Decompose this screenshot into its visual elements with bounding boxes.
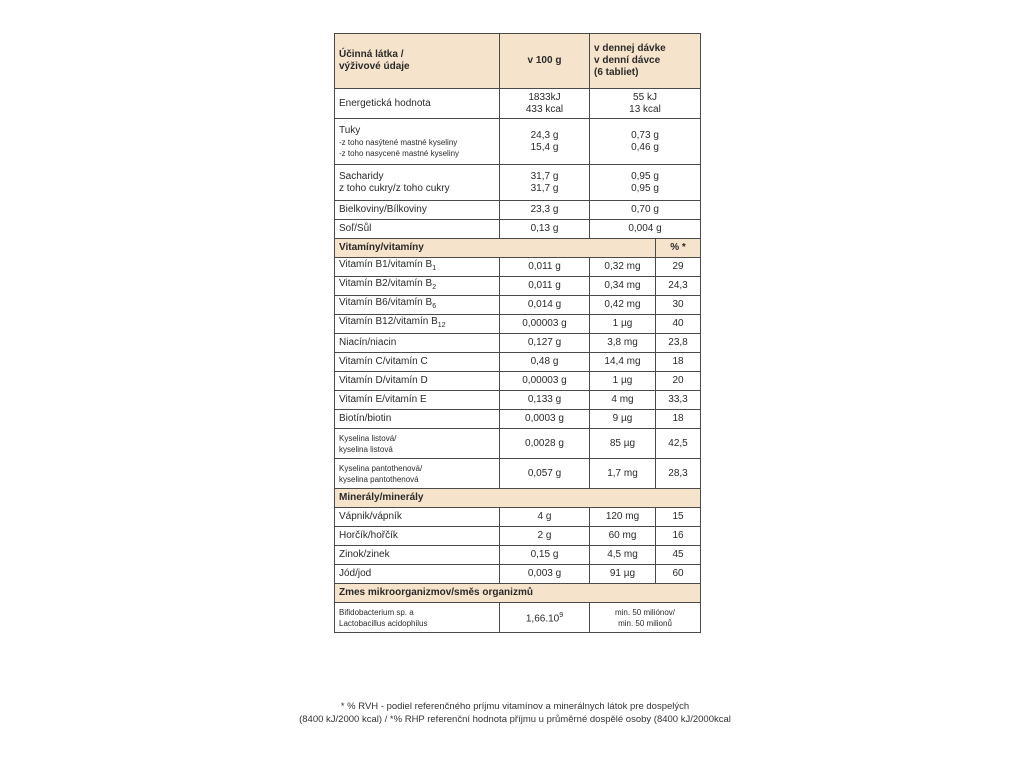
micro-daily-1: min. 50 miliónov/ — [614, 607, 676, 617]
table-header-row — [335, 34, 701, 89]
panto-label-2: kyselina pantothenová — [339, 474, 419, 484]
vitamin-label — [335, 410, 500, 429]
energy-daily-kcal: 13 kcal — [629, 103, 661, 115]
micro-v100-exp: 9 — [559, 611, 564, 619]
energy-v100-kj: 1833kJ — [528, 91, 561, 103]
micro-label-1: Bifidobacterium sp. a — [339, 607, 414, 617]
folic-label-2: kyselina listová — [339, 444, 393, 454]
micro-v100 — [500, 603, 590, 633]
fats-label-main: Tuky — [339, 124, 361, 136]
footnote-line1: * % RVH - podiel referenčného príjmu vitamínov a minerálnych látok pre dospelých — [340, 701, 690, 712]
micro-label — [335, 603, 500, 633]
header-substance-line2: výživové údaje — [339, 61, 410, 72]
panto-label-1: Kyselina pantothenová/ — [339, 463, 423, 473]
vitamin-label-text: Biotín/biotin — [339, 413, 392, 424]
carbs-v100-1: 31,7 g — [530, 170, 559, 182]
panto-pct: 28,3 — [656, 459, 701, 489]
vitamin-label — [335, 315, 500, 334]
vitamin-label-text: Niacín/niacin — [339, 337, 397, 348]
mineral-daily: 120 mg — [590, 508, 656, 527]
vitamin-pct: 18 — [656, 353, 701, 372]
mineral-v100: 4 g — [500, 508, 590, 527]
energy-v100-kcal: 433 kcal — [525, 103, 564, 115]
header-daily-line1: v dennej dávke — [594, 43, 666, 54]
micro-label-2: Lactobacillus acidophilus — [339, 618, 428, 628]
vitamin-v100: 0,127 g — [500, 334, 590, 353]
mineral-v100: 0,15 g — [500, 546, 590, 565]
footnote-line2: (8400 kJ/2000 kcal) / *% RHP referenční hodnota příjmu u průměrné dospělé osoby (8400 kJ/2000kcal — [299, 714, 731, 725]
protein-label: Bielkoviny/Bílkoviny — [335, 201, 500, 220]
micro-section-row — [335, 584, 701, 603]
vitamin-pct: 29 — [656, 258, 701, 277]
fats-daily-2: 0,46 g — [631, 141, 659, 153]
mineral-pct: 45 — [656, 546, 701, 565]
micro-section-title: Zmes mikroorganizmov/směs organizmů — [335, 584, 701, 603]
mineral-v100: 0,003 g — [500, 565, 590, 584]
table-row-energy — [335, 89, 701, 119]
minerals-section-title: Minerály/minerály — [335, 489, 701, 508]
vitamin-pct: 18 — [656, 410, 701, 429]
fats-v100-1: 24,3 g — [530, 129, 559, 141]
table-row — [335, 565, 701, 584]
fats-label — [335, 119, 500, 165]
carbs-daily — [590, 165, 701, 201]
protein-v100: 23,3 g — [500, 201, 590, 220]
vitamin-label-subscript: 2 — [432, 284, 437, 291]
vitamins-pct-header: % * — [656, 239, 701, 258]
fats-v100 — [500, 119, 590, 165]
folic-daily: 85 µg — [590, 429, 656, 459]
carbs-daily-1: 0,95 g — [631, 170, 659, 182]
vitamin-v100: 0,00003 g — [500, 315, 590, 334]
vitamin-label-text: Vitamín B1/vitamín B — [339, 259, 433, 270]
energy-label: Energetická hodnota — [335, 89, 500, 119]
carbs-label-sub: z toho cukry/z toho cukry — [339, 182, 450, 194]
table-row — [335, 258, 701, 277]
vitamins-section-row — [335, 239, 701, 258]
nutrition-table-wrapper — [334, 33, 700, 633]
fats-daily — [590, 119, 701, 165]
fats-v100-2: 15,4 g — [530, 141, 559, 153]
vitamin-label — [335, 296, 500, 315]
table-row — [335, 508, 701, 527]
micro-v100-base: 1,66.10 — [525, 613, 560, 625]
carbs-label — [335, 165, 500, 201]
vitamin-v100: 0,48 g — [500, 353, 590, 372]
folic-v100: 0,0028 g — [500, 429, 590, 459]
vitamin-label — [335, 277, 500, 296]
vitamin-pct: 30 — [656, 296, 701, 315]
vitamin-daily: 9 µg — [590, 410, 656, 429]
carbs-daily-2: 0,95 g — [631, 182, 659, 194]
header-per-100g: v 100 g — [500, 34, 590, 89]
table-row-folic — [335, 429, 701, 459]
vitamin-label-text: Vitamín B12/vitamín B — [339, 316, 438, 327]
vitamin-label-text: Vitamín B2/vitamín B — [339, 278, 433, 289]
vitamin-v100: 0,0003 g — [500, 410, 590, 429]
vitamin-daily: 1 µg — [590, 315, 656, 334]
table-row — [335, 410, 701, 429]
vitamin-v100: 0,133 g — [500, 391, 590, 410]
carbs-v100-2: 31,7 g — [530, 182, 559, 194]
table-row-panto — [335, 459, 701, 489]
fats-daily-1: 0,73 g — [631, 129, 659, 141]
vitamin-v100: 0,011 g — [500, 258, 590, 277]
mineral-label: Vápnik/vápník — [335, 508, 500, 527]
vitamin-daily: 1 µg — [590, 372, 656, 391]
table-row — [335, 315, 701, 334]
salt-label: Soľ/Sůl — [335, 220, 500, 239]
vitamin-daily: 0,42 mg — [590, 296, 656, 315]
table-row — [335, 372, 701, 391]
vitamin-label-text: Vitamín E/vitamín E — [339, 394, 427, 405]
vitamin-pct: 20 — [656, 372, 701, 391]
table-row — [335, 391, 701, 410]
folic-label-1: Kyselina listová/ — [339, 433, 397, 443]
nutrition-table — [334, 33, 701, 633]
vitamins-section-title: Vitamíny/vitamíny — [335, 239, 656, 258]
vitamin-label — [335, 391, 500, 410]
folic-pct: 42,5 — [656, 429, 701, 459]
panto-v100: 0,057 g — [500, 459, 590, 489]
vitamin-pct: 24,3 — [656, 277, 701, 296]
vitamin-label — [335, 258, 500, 277]
table-row — [335, 277, 701, 296]
vitamin-label-text: Vitamín C/vitamín C — [339, 356, 428, 367]
vitamin-label — [335, 353, 500, 372]
vitamin-label-subscript: 6 — [432, 303, 437, 310]
header-daily-line3: (6 tabliet) — [594, 67, 639, 78]
header-substance-line1: Účinná látka / — [339, 49, 404, 60]
mineral-label: Zinok/zinek — [335, 546, 500, 565]
header-daily-line2: v denní dávce — [594, 55, 661, 66]
energy-daily-kj: 55 kJ — [633, 91, 657, 103]
vitamin-v100: 0,00003 g — [500, 372, 590, 391]
salt-v100: 0,13 g — [500, 220, 590, 239]
vitamin-v100: 0,011 g — [500, 277, 590, 296]
footnote — [270, 700, 760, 726]
salt-daily: 0,004 g — [590, 220, 701, 239]
mineral-daily: 91 µg — [590, 565, 656, 584]
fats-label-sub1: -z toho nasýtené mastné kyseliny — [339, 137, 458, 147]
mineral-daily: 60 mg — [590, 527, 656, 546]
mineral-pct: 15 — [656, 508, 701, 527]
table-row — [335, 546, 701, 565]
vitamin-pct: 23,8 — [656, 334, 701, 353]
vitamin-daily: 0,34 mg — [590, 277, 656, 296]
table-row-carbs — [335, 165, 701, 201]
fats-label-sub2: -z toho nasycené mastné kyseliny — [339, 148, 460, 158]
vitamin-daily: 3,8 mg — [590, 334, 656, 353]
header-daily-dose — [590, 34, 701, 89]
panto-label — [335, 459, 500, 489]
micro-daily — [590, 603, 701, 633]
table-row-micro — [335, 603, 701, 633]
vitamin-label-text: Vitamín B6/vitamín B — [339, 297, 433, 308]
header-substance — [335, 34, 500, 89]
vitamin-v100: 0,014 g — [500, 296, 590, 315]
mineral-rows — [335, 508, 701, 584]
folic-label — [335, 429, 500, 459]
energy-v100 — [500, 89, 590, 119]
mineral-pct: 60 — [656, 565, 701, 584]
mineral-daily: 4,5 mg — [590, 546, 656, 565]
table-row-salt — [335, 220, 701, 239]
carbs-label-main: Sacharidy — [339, 170, 384, 182]
vitamin-daily: 0,32 mg — [590, 258, 656, 277]
energy-daily — [590, 89, 701, 119]
table-row — [335, 334, 701, 353]
minerals-section-row — [335, 489, 701, 508]
mineral-label: Horčík/hořčík — [335, 527, 500, 546]
table-row — [335, 527, 701, 546]
mineral-label: Jód/jod — [335, 565, 500, 584]
vitamin-label — [335, 334, 500, 353]
protein-daily: 0,70 g — [590, 201, 701, 220]
carbs-v100 — [500, 165, 590, 201]
panto-daily: 1,7 mg — [590, 459, 656, 489]
table-row-fats — [335, 119, 701, 165]
vitamin-pct: 33,3 — [656, 391, 701, 410]
vitamin-daily: 4 mg — [590, 391, 656, 410]
mineral-v100: 2 g — [500, 527, 590, 546]
vitamin-pct: 40 — [656, 315, 701, 334]
vitamin-label-subscript: 1 — [432, 265, 437, 272]
vitamin-rows — [335, 258, 701, 429]
vitamin-label-text: Vitamín D/vitamín D — [339, 375, 428, 386]
table-row — [335, 353, 701, 372]
table-row-protein — [335, 201, 701, 220]
table-row — [335, 296, 701, 315]
vitamin-label — [335, 372, 500, 391]
micro-daily-2: min. 50 milionů — [618, 618, 672, 628]
vitamin-daily: 14,4 mg — [590, 353, 656, 372]
mineral-pct: 16 — [656, 527, 701, 546]
vitamin-label-subscript: 12 — [437, 322, 446, 329]
